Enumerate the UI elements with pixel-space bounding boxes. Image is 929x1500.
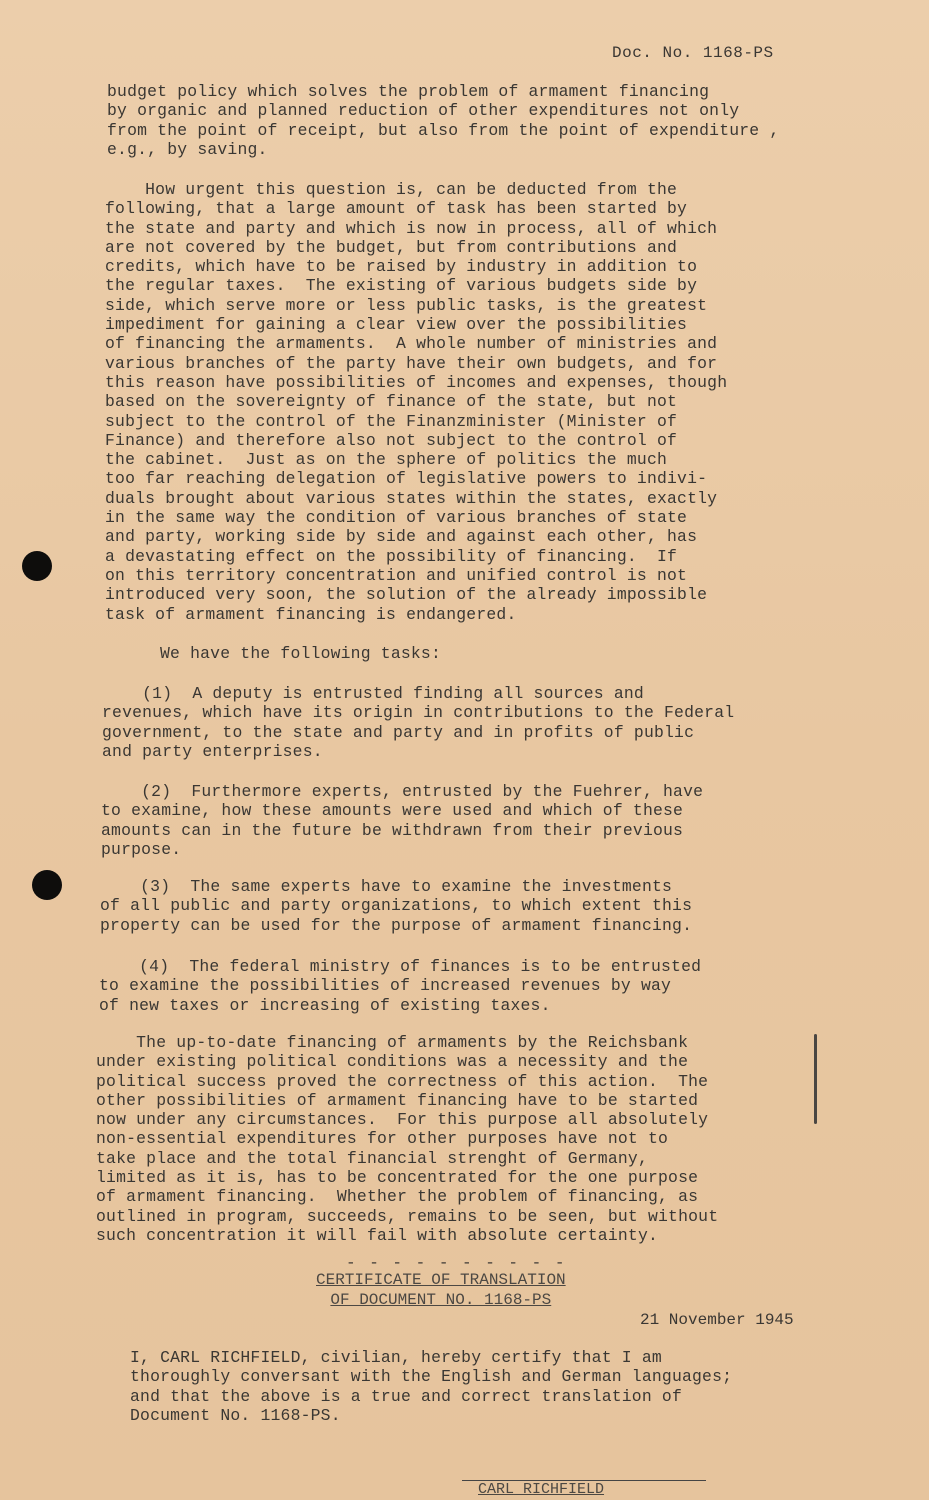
paragraph-urgency: How urgent this question is, can be deducted from the following, that a large amount of task has been started by the state and party and which is now in process, all of which are not covered by the budget, but from contributions and credits, which have to be raised by industry in addition to the regular taxes. The existing of various budgets side by side, which serve more or less public tasks, is the greatest impediment for gaining a clear view over the possibilities of financing the armaments. A whole number of ministries and various branches of the party have their own budgets, and for this reason have possibilities of incomes and expenses, though based on the sovereignty of finance of the state, but not subject to the control of the Finanzminister (Minister of Finance) and therefore also not subject to the control of the cabinet. Just as on the sphere of politics the much too far reaching delegation of legislative powers to indivi- duals brought about various states within the states, exactly in the same way the condition of various branches of state and party, working side by side and against each other, has a devastating effect on the possibility of financing. If on this territory concentration and unified control is not introduced very soon, the solution of the already impossible task of armament financing is endangered. — [105, 180, 728, 624]
task-4: (4) The federal ministry of finances is to be entrusted to examine the possibilities of increased revenues by way of new taxes or increasing of existing taxes. — [99, 957, 702, 1015]
certificate-date: 21 November 1945 — [640, 1311, 794, 1329]
document-number: Doc. No. 1168-PS — [612, 44, 774, 62]
punch-hole — [32, 870, 62, 900]
signature-name: CARL RICHFIELD — [478, 1481, 605, 1498]
margin-mark — [814, 1034, 817, 1124]
certificate-text: I, CARL RICHFIELD, civilian, hereby certify that I am thoroughly conversant with the English and German languages; and that the above is a true and correct translation of Document No. 1168-PS. — [130, 1348, 733, 1425]
certificate-title — [316, 1270, 566, 1310]
certificate-title-line-1: CERTIFICATE OF TRANSLATION — [316, 1271, 566, 1289]
tasks-heading: We have the following tasks: — [160, 644, 442, 663]
punch-hole — [22, 551, 52, 581]
task-3: (3) The same experts have to examine the investments of all public and party organizations, to which extent this property can be used for the purpose of armament financing. — [100, 877, 693, 935]
paragraph-budget-policy: budget policy which solves the problem of armament financing by organic and planned reduction of other expenditures not only from the point of receipt, but also from the point of expenditure , e.g., by saving. — [107, 82, 780, 159]
separator-line: - - - - - - - - - - — [346, 1254, 567, 1272]
certificate-title-line-2: OF DOCUMENT NO. 1168-PS — [330, 1291, 552, 1309]
paragraph-reichsbank: The up-to-date financing of armaments by the Reichsbank under existing political conditions was a necessity and the political success proved the correctness of this action. The other possibilities of armament financing have to be started now under any circumstances. For this purpose all absolutely non-essential expenditures for other purposes have not to take place and the total financial strenght of Germany, limited as it is, has to be concentrated for the one purpose of armament financing. Whether the problem of financing, as outlined in program, succeeds, remains to be seen, but without such concentration it will fail with absolute certainty. — [96, 1033, 719, 1245]
task-2: (2) Furthermore experts, entrusted by the Fuehrer, have to examine, how these amounts were used and which of these amounts can in the future be withdrawn from their previous purpose. — [101, 782, 704, 859]
task-1: (1) A deputy is entrusted finding all sources and revenues, which have its origin in contributions to the Federal government, to the state and party and in profits of public and party enterprises. — [102, 684, 735, 761]
